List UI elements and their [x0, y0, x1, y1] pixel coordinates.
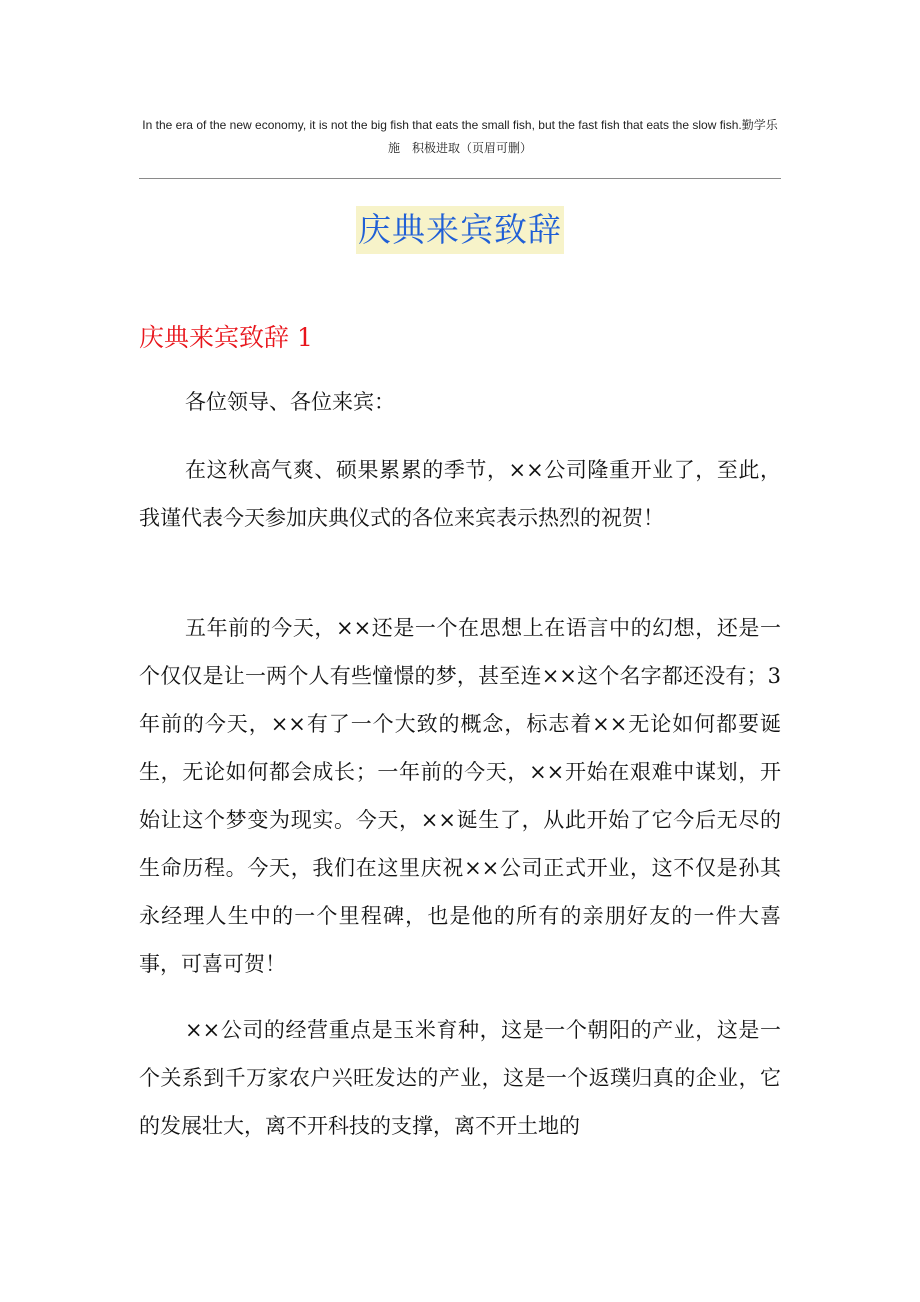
document-title: 庆典来宾致辞 [356, 206, 564, 254]
section-heading: 庆典来宾致辞 1 [139, 323, 313, 352]
paragraph-business-focus: ××公司的经营重点是玉米育种，这是一个朝阳的产业，这是一个关系到千万家农户兴旺发达的产业，这是一个返璞归真的企业，它的发展壮大，离不开科技的支撑，离不开土地的 [139, 1018, 781, 1138]
page-header-note: In the era of the new economy, it is not the big fish that eats the small fish, but the fast fish that eats the slow fish.勤学乐施 积极进取（页眉可删） [142, 118, 778, 155]
title-container [0, 206, 920, 254]
paragraph-history: 五年前的今天，××还是一个在思想上在语言中的幻想，还是一个仅仅是让一两个人有些憧憬的梦，甚至连××这个名字都还没有；3年前的今天，××有了一个大致的概念，标志着××无论如何都要诞生，无论如何都会成长；一年前的今天，××开始在艰难中谋划，开始让这个梦变为现实。今天，××诞生了，从此开始了它今后无尽的生命历程。今天，我们在这里庆祝××公司正式开业，这不仅是孙其永经理人生中的一个里程碑，也是他的所有的亲朋好友的一件大喜事，可喜可贺！ [139, 616, 781, 976]
paragraph-salutation: 各位领导、各位来宾： [185, 390, 395, 414]
paragraph-congratulation: 在这秋高气爽、硕果累累的季节，××公司隆重开业了，至此，我谨代表今天参加庆典仪式的各位来宾表示热烈的祝贺！ [139, 458, 781, 530]
header-divider [139, 178, 781, 179]
